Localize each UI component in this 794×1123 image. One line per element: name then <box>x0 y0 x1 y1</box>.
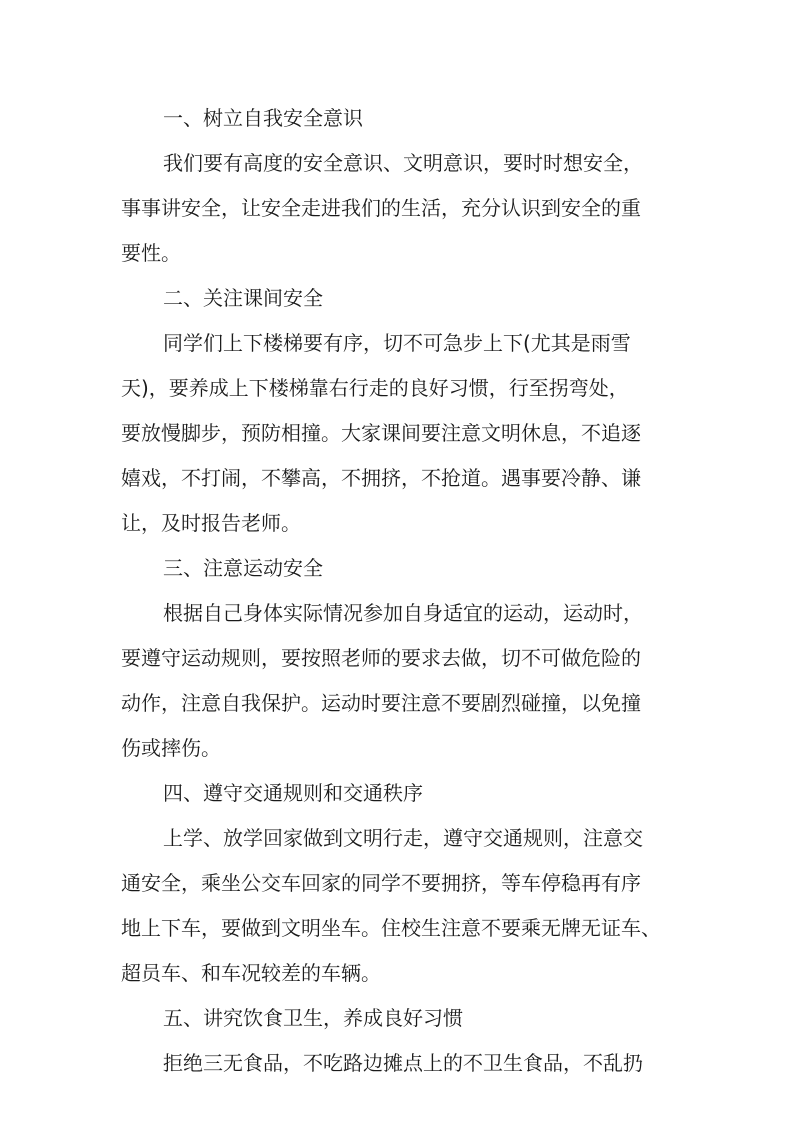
paragraph-line: 根据自己身体实际情况参加自身适宜的运动，运动时， <box>163 601 643 625</box>
paragraph-line: 事事讲安全，让安全走进我们的生活，充分认识到安全的重 <box>121 196 641 220</box>
paragraph-line: 伤或摔伤。 <box>121 736 221 760</box>
paragraph-line: 拒绝三无食品，不吃路边摊点上的不卫生食品，不乱扔 <box>163 1051 643 1075</box>
paragraph-line: 嬉戏，不打闹，不攀高，不拥挤，不抢道。遇事要冷静、谦 <box>121 466 641 490</box>
section-heading-5: 五、讲究饮食卫生，养成良好习惯 <box>163 1006 463 1030</box>
document-body <box>121 96 677 1086</box>
section-heading-1: 一、树立自我安全意识 <box>163 106 363 130</box>
section-heading-2: 二、关注课间安全 <box>163 286 323 310</box>
paragraph-line: 要遵守运动规则，要按照老师的要求去做，切不可做危险的 <box>121 646 641 670</box>
paragraph-line: 同学们上下楼梯要有序，切不可急步上下(尤其是雨雪 <box>163 331 631 355</box>
section-heading-3: 三、注意运动安全 <box>163 556 323 580</box>
section-heading-4: 四、遵守交通规则和交通秩序 <box>163 781 423 805</box>
paragraph-line: 要性。 <box>121 241 181 265</box>
paragraph-line: 我们要有高度的安全意识、文明意识，要时时想安全， <box>163 151 643 175</box>
paragraph-line: 天)，要养成上下楼梯靠右行走的良好习惯，行至拐弯处， <box>121 376 629 400</box>
paragraph-line: 通安全，乘坐公交车回家的同学不要拥挤，等车停稳再有序 <box>121 871 641 895</box>
paragraph-line: 让，及时报告老师。 <box>121 511 301 535</box>
paragraph-line: 地上下车，要做到文明坐车。住校生注意不要乘无牌无证车、 <box>121 916 661 940</box>
paragraph-line: 超员车、和车况较差的车辆。 <box>121 961 381 985</box>
paragraph-line: 上学、放学回家做到文明行走，遵守交通规则，注意交 <box>163 826 643 850</box>
paragraph-line: 要放慢脚步，预防相撞。大家课间要注意文明休息，不追逐 <box>121 421 641 445</box>
paragraph-line: 动作，注意自我保护。运动时要注意不要剧烈碰撞，以免撞 <box>121 691 641 715</box>
